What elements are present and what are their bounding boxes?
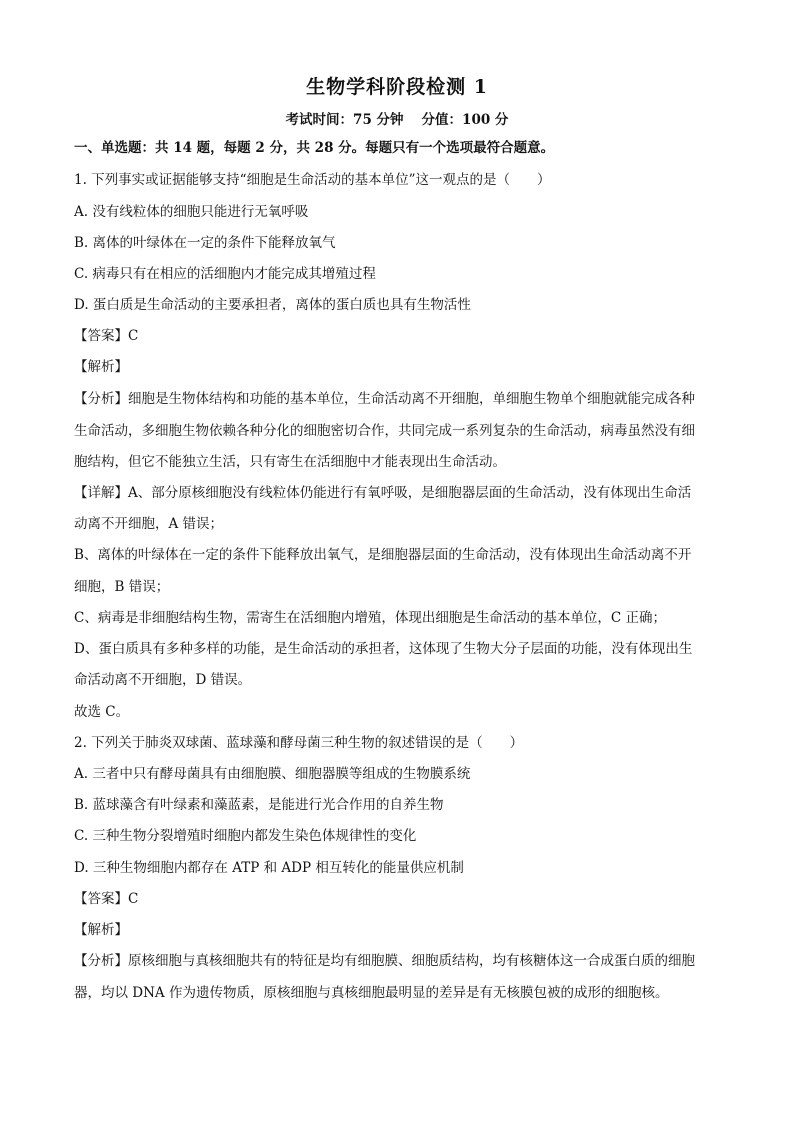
analysis-line: 生命活动，多细胞生物依赖各种分化的细胞密切合作，共同完成一系列复杂的生命活动，病毒虽然没有细: [74, 423, 695, 439]
analysis-line: 命活动离不开细胞，D 错误。: [74, 672, 252, 688]
option-b-2: B. 蓝球藻含有叶绿素和藻蓝素，是能进行光合作用的自养生物: [74, 797, 444, 813]
exam-info: [0, 108, 794, 128]
exam-time: 考试时间：75 分钟: [285, 112, 404, 128]
analysis-line: 【分析】细胞是生物体结构和功能的基本单位，生命活动离不开细胞，单细胞生物单个细胞就能完成各种: [74, 391, 695, 407]
analysis-line: 【分析】原核细胞与真核细胞共有的特征是均有细胞膜、细胞质结构，均有核糖体这一合成蛋白质的细胞: [74, 953, 695, 969]
exam-score: 分值：100 分: [421, 112, 509, 128]
question-stem-2: 2. 下列关于肺炎双球菌、蓝球藻和酵母菌三种生物的叙述错误的是（ ）: [74, 735, 524, 751]
option-d-1: D. 蛋白质是生命活动的主要承担者，离体的蛋白质也具有生物活性: [74, 297, 471, 313]
analysis-line: 器，均以 DNA 作为遗传物质，原核细胞与真核细胞最明显的差异是有无核膜包被的成形的细胞核。: [74, 985, 669, 1001]
analysis-line: C、病毒是非细胞结构生物，需寄生在活细胞内增殖，体现出细胞是生命活动的基本单位，C 正确；: [74, 610, 666, 626]
option-a-1: A. 没有线粒体的细胞只能进行无氧呼吸: [74, 204, 309, 220]
page-title: 生物学科阶段检测 1: [306, 76, 488, 98]
analysis-label-2: 【解析】: [74, 922, 128, 938]
analysis-line: 胞结构，但它不能独立生活，只有寄生在活细胞中才能表现出生命活动。: [74, 454, 506, 470]
analysis-line: 【详解】A、部分原核细胞没有线粒体仍能进行有氧呼吸，是细胞器层面的生命活动，没有体现出生命活: [74, 485, 692, 501]
analysis-line: 动离不开细胞，A 错误；: [74, 516, 224, 532]
option-c-2: C. 三种生物分裂增殖时细胞内都发生染色体规律性的变化: [74, 828, 417, 844]
answer-1: 【答案】C: [74, 328, 139, 344]
section-heading: 一、单选题：共 14 题，每题 2 分，共 28 分。每题只有一个选项最符合题意。: [74, 140, 555, 156]
option-d-2: D. 三种生物细胞内都存在 ATP 和 ADP 相互转化的能量供应机制: [74, 860, 464, 876]
option-a-2: A. 三者中只有酵母菌具有由细胞膜、细胞器膜等组成的生物膜系统: [74, 766, 471, 782]
analysis-line: 故选 C。: [74, 704, 130, 720]
analysis-line: D、蛋白质具有多种多样的功能，是生命活动的承担者，这体现了生物大分子层面的功能，没有体现出生: [74, 641, 693, 657]
option-c-1: C. 病毒只有在相应的活细胞内才能完成其增殖过程: [74, 266, 376, 282]
option-b-1: B. 离体的叶绿体在一定的条件下能释放氧气: [74, 235, 336, 251]
analysis-label-1: 【解析】: [74, 359, 128, 375]
answer-2: 【答案】C: [74, 891, 139, 907]
question-stem-1: 1. 下列事实或证据能够支持“细胞是生命活动的基本单位”这一观点的是（ ）: [74, 172, 551, 188]
analysis-line: 细胞，B 错误；: [74, 579, 170, 595]
analysis-line: B、离体的叶绿体在一定的条件下能释放出氧气，是细胞器层面的生命活动，没有体现出生命活动离不开: [74, 547, 692, 563]
